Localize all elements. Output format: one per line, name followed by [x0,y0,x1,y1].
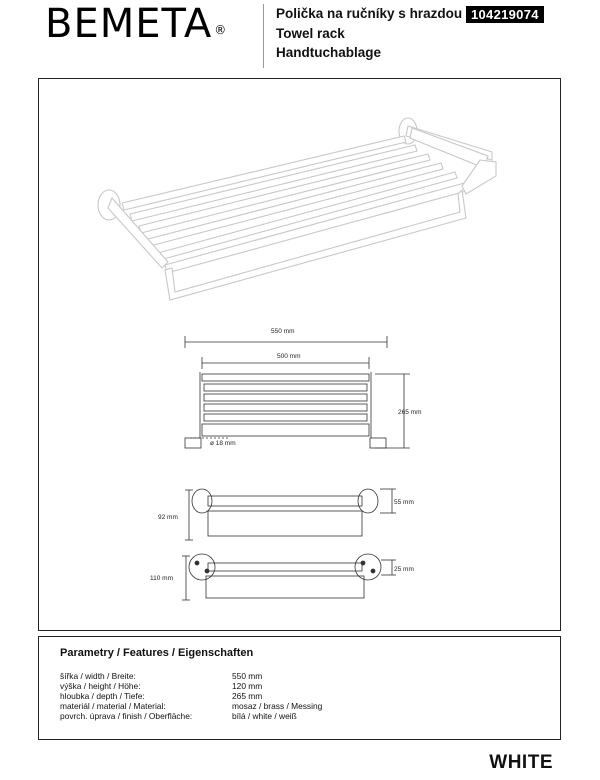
features-box [38,636,561,740]
feature-row: hloubka / depth / Tiefe: 265 mm [60,691,263,701]
dim-screw: 25 mm [394,566,414,573]
feature-row: materiál / material / Material: mosaz / brass / Messing [60,701,323,711]
title-en: Towel rack [276,25,345,41]
dim-height: 265 mm [398,409,422,416]
dimension-labels [150,328,421,582]
product-code: 104219074 [466,6,544,23]
product-illustration [98,118,496,300]
brand-logo: BEMETA ® [45,1,228,47]
title-de: Handtuchablage [276,45,382,60]
feature-row: výška / height / Höhe: 120 mm [60,681,263,691]
feature-row: povrch. úprava / finish / Oberfläche: bílá / white / weiß [60,711,297,721]
dim-width-total: 550 mm [271,328,295,335]
top-view [182,554,396,600]
side-view [185,489,396,540]
dim-depth: 92 mm [158,514,178,521]
dim-width-inner: 500 mm [277,353,301,360]
dim-tube: ø 18 mm [210,440,236,447]
feature-row: šířka / width / Breite: 550 mm [60,671,263,681]
features-heading: Parametry / Features / Eigenschaften [60,647,254,659]
title-cz: Polička na ručníky s hrazdou [276,6,463,21]
finish-label: WHITE [489,752,553,773]
dim-depth-top: 110 mm [150,575,173,582]
dim-rosette: 55 mm [394,499,414,506]
features-list [60,671,540,721]
